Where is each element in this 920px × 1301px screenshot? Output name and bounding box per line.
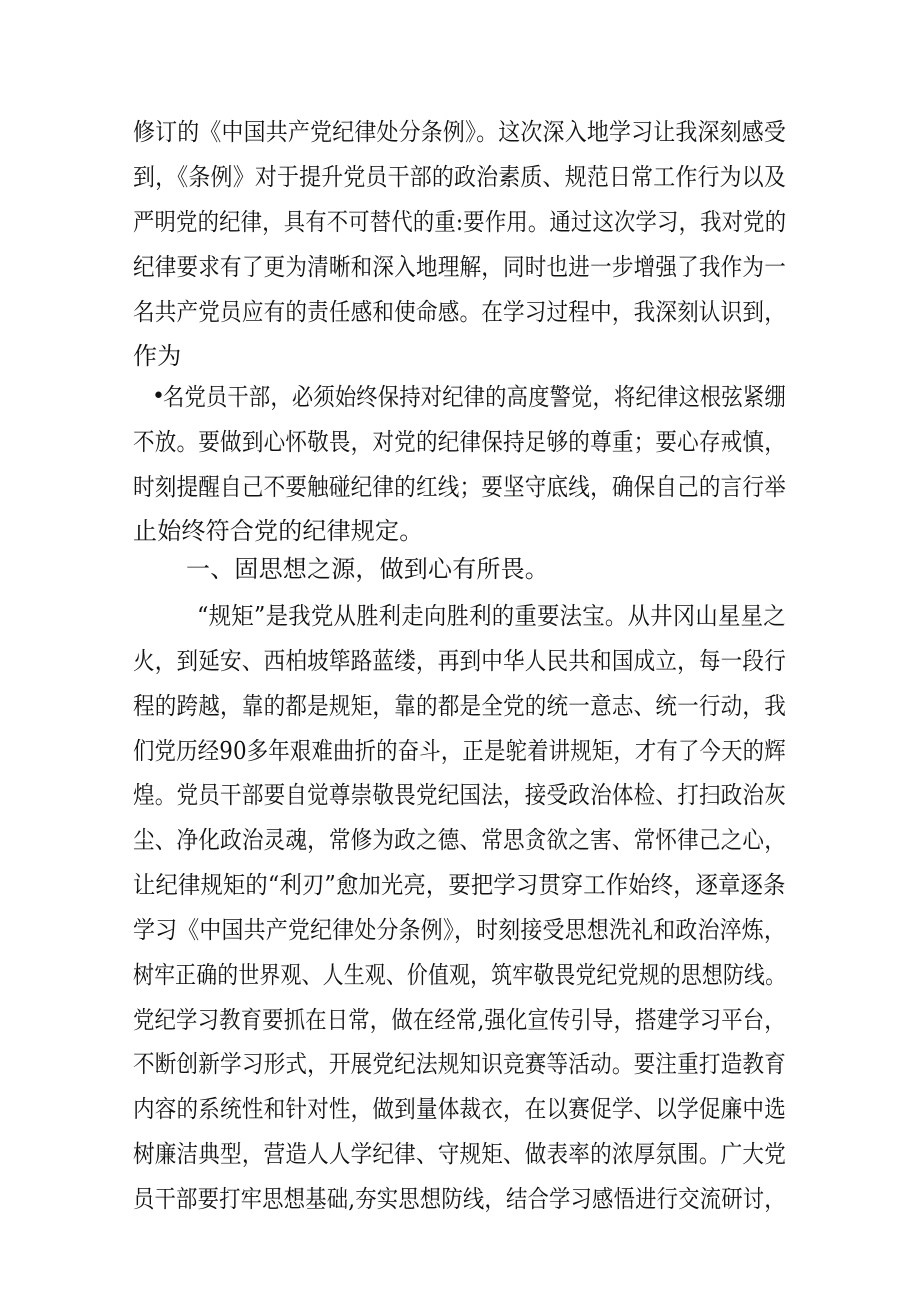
text-line: 时刻提醒自己不要触碰纪律的红线；要坚守底线，确保自己的言行举 <box>133 473 786 501</box>
text-line: 止始终符合党的纪律规定。 <box>133 517 424 545</box>
text-line: 让纪律规矩的“利刃”愈加光亮，要把学习贯穿工作始终，逐章逐条 <box>133 871 786 899</box>
text-line: 内容的系统性和针对性，做到量体裁衣，在以赛促学、以学促廉中选 <box>133 1095 786 1123</box>
bullet-point: • <box>152 384 165 409</box>
text-line: 党纪学习教育要抓在日常，做在经常,强化宣传引导，搭建学习平台， <box>133 1006 786 1034</box>
text-line: 不放。要做到心怀敬畏，对党的纪律保持足够的尊重；要心存戒慎， <box>133 428 786 456</box>
text-line: 纪律要求有了更为清晰和深入地理解，同时也进一步增强了我作为一 <box>133 253 786 281</box>
text-line: 名党员干部，必须始终保持对纪律的高度警觉，将纪律这根弦紧绷 <box>163 383 786 411</box>
text-line: 尘、净化政治灵魂，常修为政之德、常思贪欲之害、常怀律己之心， <box>133 826 786 854</box>
section-heading: 一、固思想之源，做到心有所畏。 <box>186 555 549 583</box>
text-line: 树牢正确的世界观、人生观、价值观，筑牢敬畏党纪党规的思想防线。 <box>133 961 787 989</box>
text-line: 修订的《中国共产党纪律处分条例》。这次深入地学习让我深刻感受 <box>133 118 787 146</box>
text-line: 树廉洁典型，营造人人学纪律、守规矩、做表率的浓厚氛围。广大党 <box>133 1140 786 1168</box>
text-line: 严明党的纪律，具有不可替代的重:要作用。通过这次学习，我对党的 <box>133 208 787 236</box>
text-line: 们党历经90多年艰难曲折的奋斗，正是鸵着讲规矩，才有了今天的辉 <box>133 737 786 765</box>
text-line: “规矩”是我党从胜利走向胜利的重要法宝。从井冈山星星之 <box>197 602 786 630</box>
text-line: 员干部要打牢思想基础,夯实思想防线，结合学习感悟进行交流研讨， <box>133 1185 786 1213</box>
text-line: 煌。党员干部要自觉尊崇敬畏党纪国法，接受政治体检、打扫政治灰 <box>133 781 786 809</box>
text-line: 学习《中国共产党纪律处分条例》，时刻接受思想洗礼和政治淬炼， <box>133 916 787 944</box>
text-line: 作为 <box>133 342 182 370</box>
text-line: 到，《条例》对于提升党员干部的政治素质、规范日常工作行为以及 <box>133 163 787 191</box>
text-line: 名共产党员应有的责任感和使命感。在学习过程中，我深刻认识到， <box>133 298 786 326</box>
text-line: 程的跨越，靠的都是规矩，靠的都是全党的统一意志、统一行动，我 <box>133 692 786 720</box>
text-line: 不断创新学习形式，开展党纪法规知识竞赛等活动。要注重打造教育 <box>133 1050 786 1078</box>
text-line: 火，到延安、西柏坡筚路蓝缕，再到中华人民共和国成立，每一段行 <box>133 647 786 675</box>
